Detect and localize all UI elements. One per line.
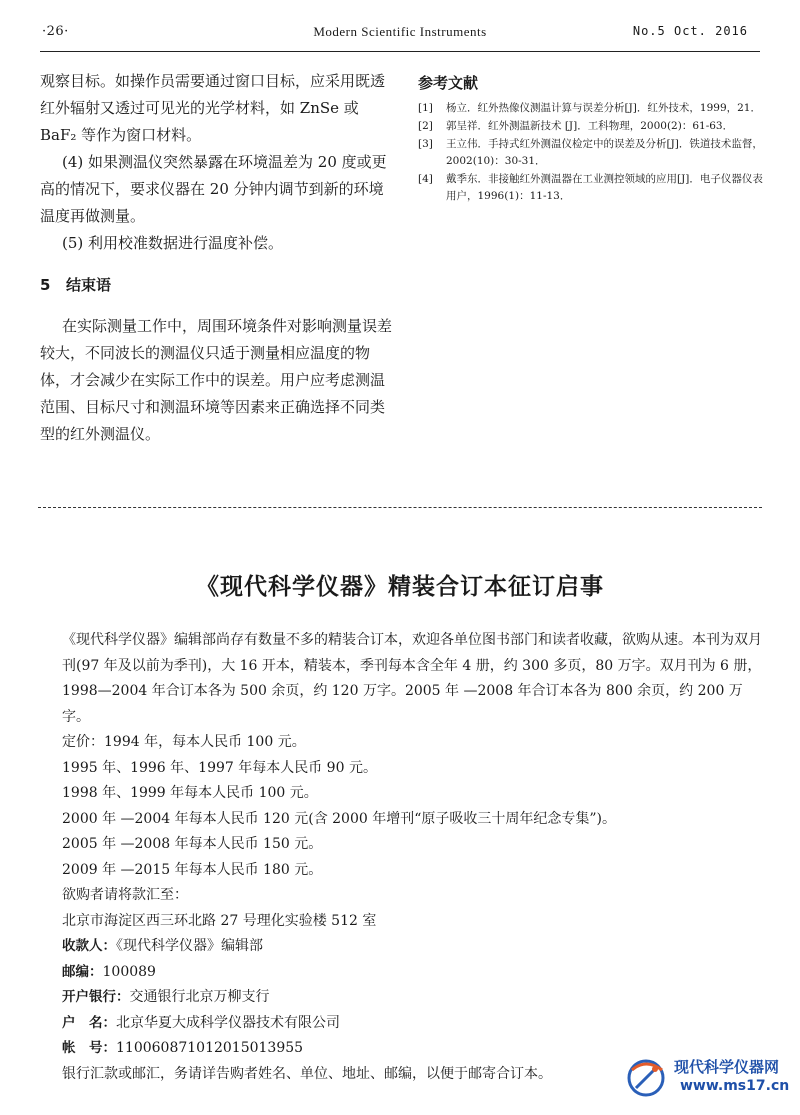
price-line: 2000 年 —2004 年每本人民币 120 元(含 2000 年增刊“原子吸收三十周年纪念专集”)。 bbox=[62, 810, 616, 827]
account-name-row bbox=[62, 1011, 762, 1037]
paragraph-calibration: (5) 利用校准数据进行温度补偿。 bbox=[62, 234, 284, 252]
price-line: 2009 年 —2015 年每本人民币 180 元。 bbox=[62, 861, 323, 878]
header-rule bbox=[40, 51, 760, 52]
reference-item bbox=[418, 171, 763, 205]
postcode-value: 100089 bbox=[102, 963, 156, 980]
notice-body bbox=[62, 628, 762, 1087]
notice-intro: 《现代科学仪器》编辑部尚存有数量不多的精装合订本，欢迎各单位图书部门和读者收藏，欲购从速。本刊为双月刊(97 年及以前为季刊)，大 16 开本，精装本，季刊每本含全年 4 册，约 300 多页，80 万字。双月刊为 6 册，1998—2004 年合订本各为 500 余页，约 120 万字。2005 年 —2008 年合订本各为 800 余页，约 200 万字。 bbox=[62, 632, 762, 725]
account-name-value: 北京华夏大成科学仪器技术有限公司 bbox=[116, 1014, 340, 1031]
paragraph-conclusion: 在实际测量工作中，周围环境条件对影响测量误差较大，不同波长的测温仪只适于测量相应温度的物体，才会减少在实际工作中的误差。用户应考虑测温范围、目标尺寸和测温环境等因素来正确选择不同类型的红外测温仪。 bbox=[40, 317, 393, 443]
section-divider bbox=[38, 507, 762, 508]
section-number: 5 bbox=[40, 276, 51, 294]
postcode-label: 邮编： bbox=[62, 963, 103, 980]
account-number-label: 帐 号： bbox=[62, 1040, 116, 1056]
references-column bbox=[418, 72, 763, 206]
payee-value: 《现代科学仪器》编辑部 bbox=[116, 938, 263, 954]
payee-row bbox=[62, 934, 762, 960]
section-title: 结束语 bbox=[66, 276, 112, 294]
bank-value: 交通银行北京万柳支行 bbox=[129, 989, 270, 1005]
issue-info: No.5 Oct. 2016 bbox=[632, 24, 748, 38]
postcode-row bbox=[62, 960, 762, 986]
account-name-label: 户 名： bbox=[62, 1014, 116, 1031]
watermark-url: www.ms17.cn bbox=[680, 1078, 790, 1094]
paragraph-window-material: 观察目标。如操作员需要通过窗口目标，应采用既透红外辐射又透过可见光的光学材料，如 ZnSe 或 BaF₂ 等作为窗口材料。 bbox=[40, 72, 386, 144]
account-number-value: 110060871012015013955 bbox=[116, 1040, 304, 1056]
remit-label: 欲购者请将款汇至： bbox=[62, 887, 188, 903]
paragraph-ambient-temperature: (4) 如果测温仪突然暴露在环境温差为 20 度或更高的情况下，要求仪器在 20 分钟内调节到新的环境温度再做测量。 bbox=[40, 153, 387, 225]
reference-number: [3] bbox=[418, 138, 433, 150]
notice-closing: 银行汇款或邮汇，务请详告购者姓名、单位、地址、邮编，以便于邮寄合订本。 bbox=[62, 1065, 552, 1082]
price-line: 2005 年 —2008 年每本人民币 150 元。 bbox=[62, 836, 323, 852]
bank-row bbox=[62, 985, 762, 1011]
price-line: 1995 年、1996 年、1997 年每本人民币 90 元。 bbox=[62, 759, 377, 776]
payee-label: 收款人： bbox=[62, 938, 116, 954]
left-column bbox=[40, 68, 398, 448]
reference-number: [1] bbox=[418, 102, 433, 114]
reference-item bbox=[418, 118, 763, 135]
journal-name: Modern Scientific Instruments bbox=[313, 24, 487, 39]
page-number: ·26· bbox=[42, 24, 69, 39]
site-watermark bbox=[622, 1048, 792, 1104]
reference-item bbox=[418, 100, 763, 117]
reference-number: [4] bbox=[418, 173, 433, 185]
references-title: 参考文献 bbox=[418, 74, 479, 92]
section-heading bbox=[40, 272, 398, 299]
reference-text: 郭呈祥．红外测温新技术 [J]．工科物理，2000(2)：61-63． bbox=[446, 120, 734, 132]
mailing-address: 北京市海淀区西三环北路 27 号理化实验楼 512 室 bbox=[62, 912, 377, 929]
notice-title: 《现代科学仪器》精装合订本征订启事 bbox=[196, 574, 604, 600]
bank-label: 开户银行： bbox=[62, 989, 130, 1005]
watermark-logo-icon bbox=[622, 1052, 672, 1102]
price-line: 1998 年、1999 年每本人民币 100 元。 bbox=[62, 785, 318, 801]
reference-text: 戴季东．非接触红外测温器在工业测控领域的应用[J]．电子仪器仪表用户，1996(1)：11-13． bbox=[446, 173, 763, 202]
reference-text: 杨立．红外热像仪测温计算与误差分析[J]．红外技术，1999，21． bbox=[446, 102, 761, 114]
reference-text: 王立伟．手持式红外测温仪检定中的误差及分析[J]．铁道技术监督，2002(10)：30-31． bbox=[446, 138, 763, 167]
watermark-site-name: 现代科学仪器网 bbox=[674, 1058, 780, 1076]
price-line: 定价：1994 年，每本人民币 100 元。 bbox=[62, 734, 306, 750]
reference-item bbox=[418, 136, 763, 170]
reference-number: [2] bbox=[418, 120, 433, 132]
